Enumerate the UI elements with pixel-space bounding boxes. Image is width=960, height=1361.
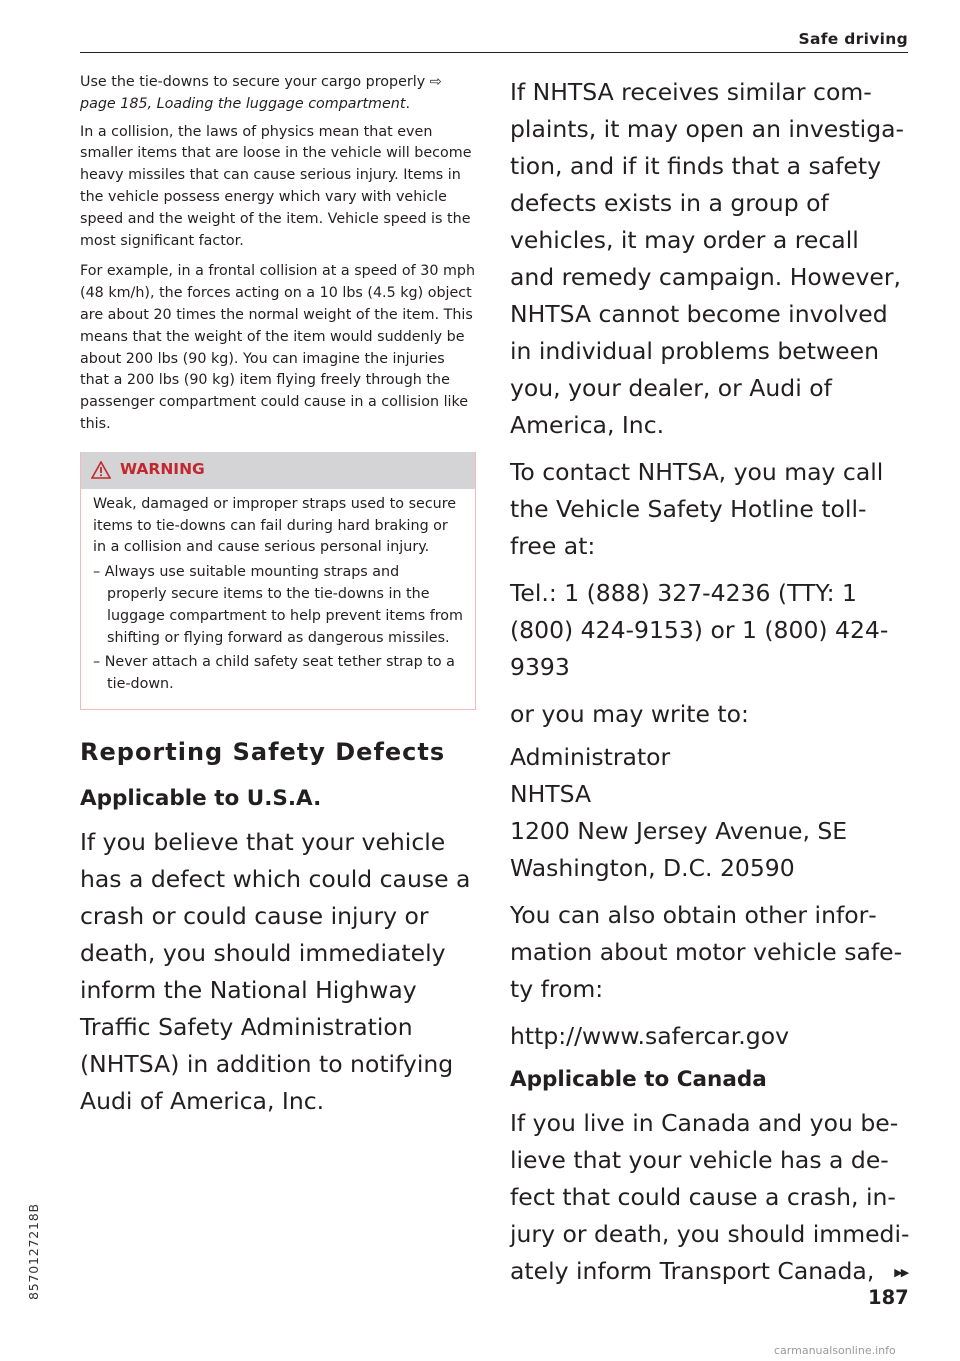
document-code: 8570127218B [26,1203,41,1300]
address-line: NHTSA [510,780,592,808]
warning-bullet: – Always use suitable mounting straps and properly secure items to the tie-downs in the luggage compartment to help prevent items from shifting or flying forward as dangerous missiles. [93,562,463,649]
warning-header [81,452,475,489]
warning-bullet: – Never attach a child safety seat tether strap to a tie-down. [93,652,463,696]
canada-text: If you live in Canada and you believe that your vehicle has a defect that could cause a crash, injury or death, you should immediately inform Transport Canada, [510,1109,910,1285]
page-number: 187 [868,1286,909,1309]
address-line: Washington, D.C. 20590 [510,854,795,882]
continue-arrow-icon: ▶▶ [894,1266,908,1279]
warning-triangle-icon [91,461,111,479]
warning-title: WARNING [120,460,205,479]
address-line: 1200 New Jersey Avenue, SE [510,817,848,845]
page-reference-link[interactable]: ⇨ page 185, Loading the luggage compartment [80,74,442,112]
warning-list [93,562,463,696]
address-line: Administrator [510,743,671,771]
usa-body: If you believe that your vehicle has a defect which could cause a crash or could cause injury or death, you should immediately inform the National Highway Traffic Safety Administration (NHTSA) in addition to notifying Audi of America, Inc. [80,827,471,1115]
canada-subheading: Applicable to Canada [510,1067,767,1092]
canada-paragraph [510,1105,910,1291]
header-rule [80,52,908,53]
contact-paragraph: To contact NHTSA, you may call the Vehicle Safety Hotline toll-free at: [510,458,884,560]
watermark: carmanualsonline.info [774,1344,896,1357]
physics-paragraph: In a collision, the laws of physics mean that even smaller items that are loose in the vehicle will become heavy missiles that can cause serious injury. Items in the vehicle possess energy which vary with vehicle speed and the weight of the item. Vehicle speed is the most significant factor. [80,123,472,249]
tie-down-paragraph: Use the tie-downs to secure your cargo properly ⇨ page 185, Loading the luggage compartment. [80,74,442,112]
reporting-heading: Reporting Safety Defects [80,737,446,766]
usa-subheading: Applicable to U.S.A. [80,785,322,811]
left-column [80,72,476,1120]
warning-box [80,452,476,710]
mailing-address [510,739,910,887]
info-paragraph: You can also obtain other information about motor vehicle safety from: [510,901,903,1003]
warning-body [81,489,475,709]
tie-down-text: Use the tie-downs to secure your cargo properly [80,74,430,90]
safercar-link[interactable]: http://www.safercar.gov [510,1022,789,1050]
nhtsa-paragraph: If NHTSA receives similar complaints, it may open an investigation, and if it finds that a safety defects exists in a group of vehicles, it may order a recall and remedy campaign. However, NHTSA cannot become involved in individual problems between you, your dealer, or Audi of America, Inc. [510,78,905,439]
section-title: Safe driving [798,30,908,48]
right-column [510,74,910,1301]
example-paragraph: For example, in a frontal collision at a speed of 30 mph (48 km/h), the forces acting on a 10 lbs (4.5 kg) object are about 20 times the normal weight of the item. This means that the weight of the item would suddenly be about 200 lbs (90 kg). You can imagine the injuries that a 200 lbs (90 kg) item flying freely through the passenger compartment could cause in a collision like this. [80,263,476,432]
phone-paragraph: Tel.: 1 (888) 327-4236 (TTY: 1 (800) 424-9153) or 1 (800) 424-9393 [510,579,889,681]
write-paragraph: or you may write to: [510,700,749,728]
warning-text: Weak, damaged or improper straps used to secure items to tie-downs can fail during hard braking or in a collision and cause serious personal injury. [93,495,457,556]
